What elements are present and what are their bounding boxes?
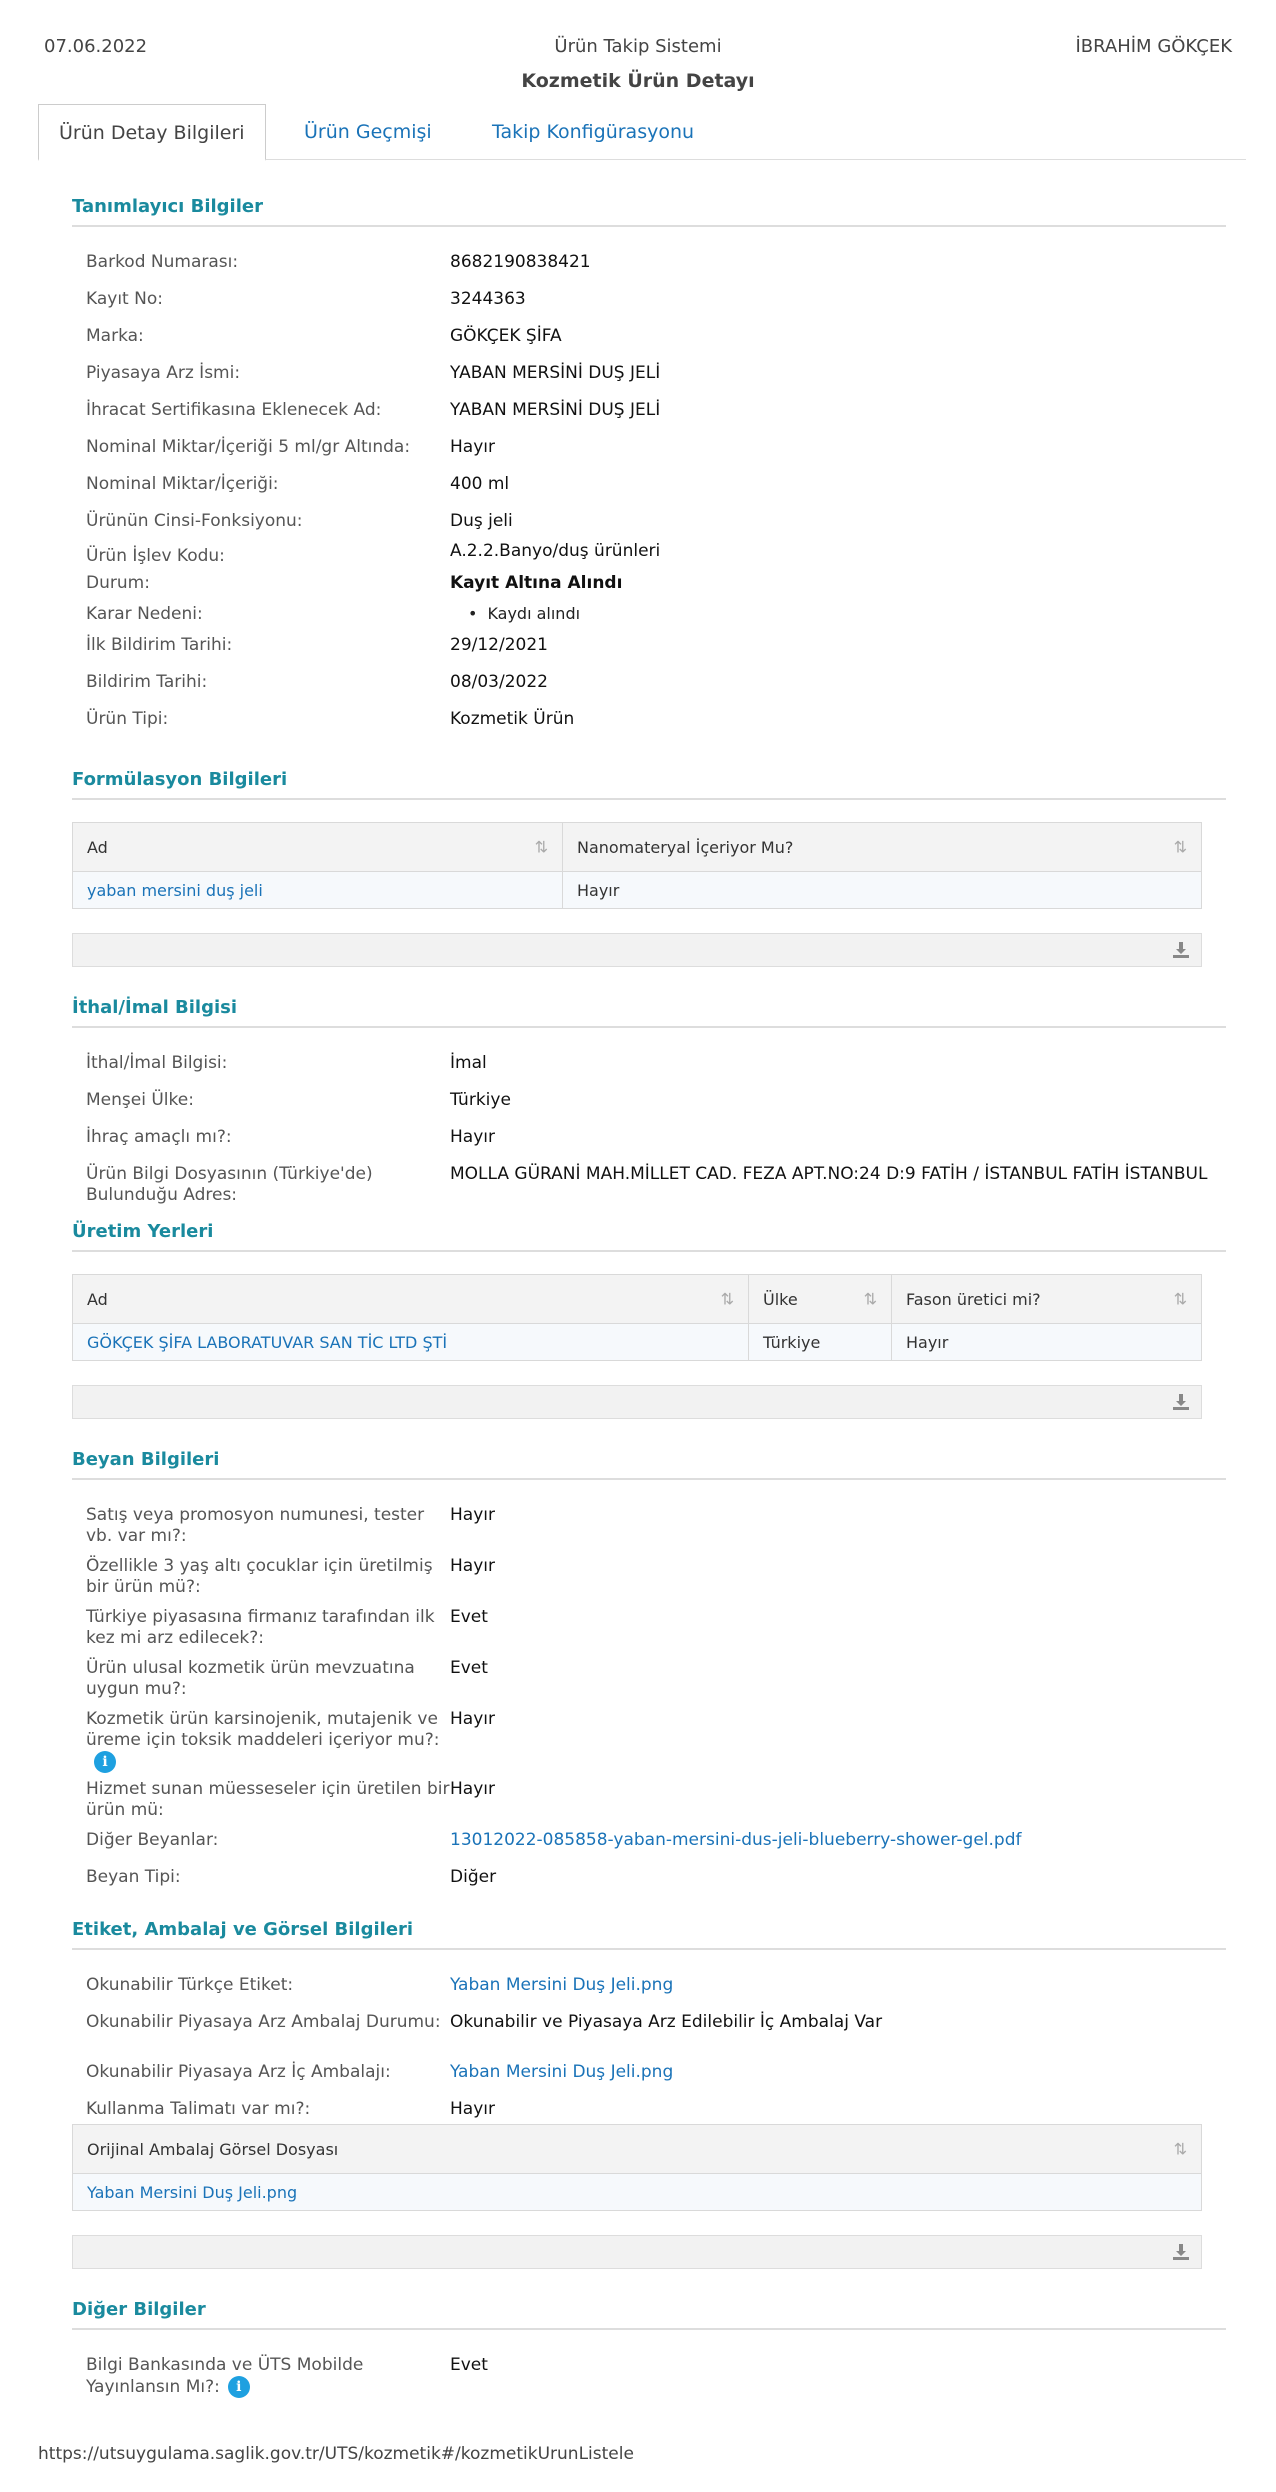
field-value: Hayır	[450, 1709, 495, 1729]
table-row	[73, 1323, 1201, 1360]
field-label: Okunabilir Piyasaya Arz İç Ambalajı:	[86, 2062, 391, 2082]
column-header-label: Fason üretici mi?	[906, 1289, 1041, 1309]
field-value: MOLLA GÜRANİ MAH.MİLLET CAD. FEZA APT.NO:24 D:9 FATİH / İSTANBUL FATİH İSTANBUL	[450, 1164, 1208, 1184]
column-header-label: Nanomateryal İçeriyor Mu?	[577, 837, 794, 857]
field-value: Diğer	[450, 1867, 497, 1887]
download-icon[interactable]	[1171, 940, 1191, 960]
section-title-formulation: Formülasyon Bilgileri	[72, 769, 1226, 800]
field-barcode	[72, 249, 1226, 286]
system-name: Ürün Takip Sistemi	[554, 36, 722, 57]
table-header	[73, 1275, 1201, 1323]
sort-icon[interactable]: ⇅	[1173, 837, 1187, 857]
identifier-fields	[72, 249, 1226, 743]
field-label: Ürün Bilgi Dosyasının (Türkiye'de) Bulunduğu Adres:	[86, 1164, 373, 1205]
field-nominal-amount	[72, 471, 1226, 508]
section-title-import: İthal/İmal Bilgisi	[72, 997, 1226, 1028]
field-label: Diğer Beyanlar:	[86, 1830, 219, 1850]
top-bar	[44, 36, 1232, 66]
declaration-pdf-link[interactable]: 13012022-085858-yaban-mersini-dus-jeli-blueberry-shower-gel.pdf	[450, 1830, 1022, 1850]
field-label: Nominal Miktar/İçeriği:	[86, 474, 279, 494]
table-cell: Hayır	[577, 880, 620, 900]
column-header-country[interactable]	[749, 1275, 892, 1323]
other-fields	[72, 2352, 1226, 2402]
table-row	[73, 2173, 1201, 2210]
field-value: Evet	[450, 1658, 488, 1678]
field-label: Türkiye piyasasına firmanız tarafından ilk kez mi arz edilecek?:	[86, 1607, 435, 1648]
field-other-declarations	[72, 1827, 1226, 1864]
column-header-name[interactable]	[73, 823, 563, 871]
field-label: Ürünün Cinsi-Fonksiyonu:	[86, 511, 303, 531]
production-table-footer	[72, 1385, 1202, 1419]
field-value: 08/03/2022	[450, 672, 548, 692]
manufacturer-link[interactable]: GÖKÇEK ŞİFA LABORATUVAR SAN TİC LTD ŞTİ	[73, 1324, 749, 1360]
field-under-3	[72, 1553, 1226, 1604]
sort-icon[interactable]: ⇅	[1173, 2139, 1187, 2159]
page-title: Kozmetik Ürün Detayı	[521, 70, 755, 92]
info-icon[interactable]: i	[94, 1751, 116, 1773]
declaration-fields	[72, 1502, 1226, 1901]
page-url: https://utsuygulama.saglik.gov.tr/UTS/kozmetik#/kozmetikUrunListele	[38, 2444, 634, 2464]
field-label: Satış veya promosyon numunesi, tester vb. var mı?:	[86, 1505, 425, 1546]
field-market-name	[72, 360, 1226, 397]
tab-product-details[interactable]: Ürün Detay Bilgileri	[38, 104, 266, 161]
field-label: Ürün Tipi:	[86, 709, 169, 729]
field-value: İmal	[450, 1053, 487, 1073]
decision-reason-item: • Kaydı alındı	[468, 603, 1226, 624]
import-fields	[72, 1050, 1226, 1211]
field-origin-country	[72, 1087, 1226, 1124]
packaging-table-footer	[72, 2235, 1202, 2269]
field-import-manufacture	[72, 1050, 1226, 1087]
field-value: Türkiye	[450, 1090, 511, 1110]
field-label: Karar Nedeni:	[86, 604, 203, 624]
tab-tracking-config[interactable]: Takip Konfigürasyonu	[492, 121, 695, 143]
column-header-label: Ad	[87, 837, 108, 857]
field-status	[72, 570, 1226, 596]
field-label: Beyan Tipi:	[86, 1867, 181, 1887]
field-sample-tester	[72, 1502, 1226, 1553]
field-inner-packaging	[72, 2059, 1226, 2096]
field-value: 29/12/2021	[450, 635, 548, 655]
column-header-label: Ad	[87, 1289, 108, 1309]
field-value: Duş jeli	[450, 511, 513, 531]
formulation-table-footer	[72, 933, 1202, 967]
field-value: YABAN MERSİNİ DUŞ JELİ	[450, 400, 661, 420]
field-instructions	[72, 2096, 1226, 2124]
field-value: Hayır	[450, 1556, 495, 1576]
table-header	[73, 2125, 1201, 2173]
field-value: Evet	[450, 2355, 488, 2375]
field-service-establishments	[72, 1776, 1226, 1827]
field-label: Özellikle 3 yaş altı çocuklar için üretilmiş bir ürün mü?:	[86, 1556, 433, 1597]
field-value: Hayır	[450, 1505, 495, 1525]
field-function-code	[72, 538, 1226, 570]
field-packaging-status	[72, 2009, 1226, 2059]
field-value: Evet	[450, 1607, 488, 1627]
field-label: Ürün ulusal kozmetik ürün mevzuatına uygun mu?:	[86, 1658, 415, 1699]
field-decision-reason	[72, 596, 1226, 632]
field-regulation-compliance	[72, 1655, 1226, 1706]
field-value: Hayır	[450, 2099, 495, 2119]
field-registration-no	[72, 286, 1226, 323]
field-value: 400 ml	[450, 474, 510, 494]
sort-icon[interactable]: ⇅	[534, 837, 548, 857]
field-label: Durum:	[86, 573, 150, 593]
table-cell: Hayır	[906, 1332, 949, 1352]
field-value: 3244363	[450, 289, 526, 309]
field-label: İthal/İmal Bilgisi:	[86, 1053, 228, 1073]
field-brand	[72, 323, 1226, 360]
download-icon[interactable]	[1171, 1392, 1191, 1412]
section-title-production: Üretim Yerleri	[72, 1221, 1226, 1252]
column-header-name[interactable]	[73, 1275, 749, 1323]
field-cmr-substances	[72, 1706, 1226, 1776]
section-title-declaration: Beyan Bilgileri	[72, 1449, 1226, 1480]
tab-bar	[38, 104, 1246, 160]
field-notification-date	[72, 669, 1226, 706]
column-header-contract[interactable]	[892, 1275, 1201, 1323]
table-row	[73, 871, 1201, 908]
field-value: GÖKÇEK ŞİFA	[450, 326, 562, 346]
field-label: Kayıt No:	[86, 289, 163, 309]
field-publish-mobile	[72, 2352, 1226, 2402]
field-value: Okunabilir ve Piyasaya Arz Edilebilir İç Ambalaj Var	[450, 2012, 883, 2032]
field-label: İhraç amaçlı mı?:	[86, 1127, 232, 1147]
packaging-image-link[interactable]: Yaban Mersini Duş Jeli.png	[87, 2182, 298, 2202]
user-name: İBRAHİM GÖKÇEK	[1075, 36, 1232, 57]
section-title-label-info: Etiket, Ambalaj ve Görsel Bilgileri	[72, 1919, 1226, 1950]
field-value	[450, 596, 1226, 624]
tab-product-history[interactable]: Ürün Geçmişi	[304, 121, 432, 143]
field-nominal-under-5	[72, 434, 1226, 471]
sort-icon[interactable]: ⇅	[1173, 1289, 1187, 1309]
field-label: Nominal Miktar/İçeriği 5 ml/gr Altında:	[86, 437, 411, 457]
field-declaration-type	[72, 1864, 1226, 1901]
field-label: Menşei Ülke:	[86, 1090, 194, 1110]
column-header-label: Ülke	[763, 1289, 798, 1309]
field-product-type	[72, 706, 1226, 743]
field-value: 8682190838421	[450, 252, 591, 272]
info-icon[interactable]: i	[228, 2376, 250, 2398]
field-label: Piyasaya Arz İsmi:	[86, 363, 241, 383]
field-label: Okunabilir Türkçe Etiket:	[86, 1975, 294, 1995]
status-value: Kayıt Altına Alındı	[450, 573, 623, 593]
column-header-label: Orijinal Ambalaj Görsel Dosyası	[87, 2139, 339, 2159]
field-value: Hayır	[450, 1779, 495, 1799]
field-label	[72, 2352, 450, 2398]
field-label: Hizmet sunan müesseseler için üretilen bir ürün mü:	[86, 1779, 450, 1820]
formulation-name-link[interactable]: yaban mersini duş jeli	[73, 872, 563, 908]
section-title-other: Diğer Bilgiler	[72, 2299, 1226, 2330]
field-value: Kozmetik Ürün	[450, 709, 575, 729]
table-cell: Türkiye	[749, 1324, 892, 1360]
field-pif-address	[72, 1161, 1226, 1211]
packaging-image-table	[72, 2124, 1202, 2211]
field-label: İhracat Sertifikasına Eklenecek Ad:	[86, 400, 382, 420]
column-header-nanomaterial[interactable]	[563, 823, 1201, 871]
table-header	[73, 823, 1201, 871]
field-value: A.2.2.Banyo/duş ürünleri	[450, 541, 661, 561]
field-export-purpose	[72, 1124, 1226, 1161]
column-header-original-packaging[interactable]	[73, 2125, 1201, 2173]
inner-packaging-link[interactable]: Yaban Mersini Duş Jeli.png	[450, 2062, 674, 2082]
field-label: Okunabilir Piyasaya Arz Ambalaj Durumu:	[86, 2012, 441, 2032]
field-label: Marka:	[86, 326, 144, 346]
field-first-notification-date	[72, 632, 1226, 669]
field-label-text: Kozmetik ürün karsinojenik, mutajenik ve üreme için toksik maddeleri içeriyor mu?:	[86, 1709, 440, 1750]
main-content	[72, 196, 1226, 2402]
field-label-text: Bilgi Bankasında ve ÜTS Mobilde Yayınlansın Mı?:	[86, 2355, 364, 2397]
field-value: YABAN MERSİNİ DUŞ JELİ	[450, 363, 661, 383]
field-label	[72, 1706, 450, 1773]
field-value: Hayır	[450, 1127, 495, 1147]
section-title-identifier: Tanımlayıcı Bilgiler	[72, 196, 1226, 227]
download-icon[interactable]	[1171, 2242, 1191, 2262]
field-label: İlk Bildirim Tarihi:	[86, 635, 233, 655]
label-info-fields	[72, 1972, 1226, 2124]
field-label: Barkod Numarası:	[86, 252, 239, 272]
field-first-placement	[72, 1604, 1226, 1655]
field-label: Kullanma Talimatı var mı?:	[86, 2099, 311, 2119]
field-export-name	[72, 397, 1226, 434]
field-label: Ürün İşlev Kodu:	[86, 546, 225, 566]
field-product-type-function	[72, 508, 1226, 538]
current-date: 07.06.2022	[44, 36, 148, 57]
field-turkish-label	[72, 1972, 1226, 2009]
production-table	[72, 1274, 1202, 1361]
formulation-table	[72, 822, 1202, 909]
field-label: Bildirim Tarihi:	[86, 672, 208, 692]
turkish-label-link[interactable]: Yaban Mersini Duş Jeli.png	[450, 1975, 674, 1995]
sort-icon[interactable]: ⇅	[863, 1289, 877, 1309]
field-value: Hayır	[450, 437, 495, 457]
sort-icon[interactable]: ⇅	[720, 1289, 734, 1309]
